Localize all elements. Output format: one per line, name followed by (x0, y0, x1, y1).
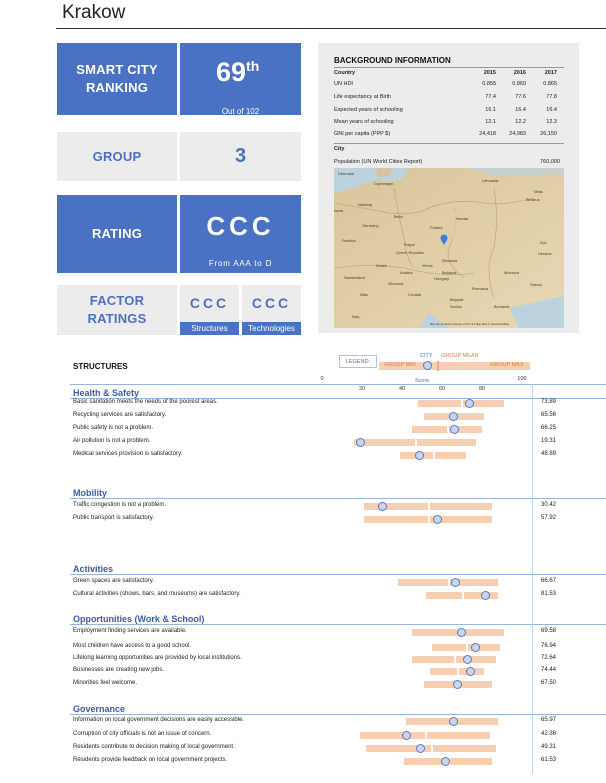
group-mean-marker (461, 400, 463, 407)
city-score-dot (451, 578, 460, 587)
city-label: City (334, 146, 345, 152)
section-title: Opportunities (Work & School) (73, 614, 205, 624)
city-score-dot (450, 425, 459, 434)
item-score-value: 61.53 (541, 757, 557, 763)
rating-value: CCC (206, 211, 275, 241)
item-score-value: 69.58 (541, 628, 557, 634)
legend-group-min: GROUP MIN (384, 362, 416, 368)
bg-row-label: Mean years of schooling (334, 119, 394, 125)
city-score-dot (457, 628, 466, 637)
bg-row-value: 26,150 (540, 131, 557, 137)
ranking-value-box (180, 43, 301, 115)
item-score-value: 48.89 (541, 451, 557, 457)
section-divider (70, 624, 606, 625)
rating-label: RATING (91, 226, 143, 241)
bg-divider-city (334, 143, 564, 144)
svg-text:Prague: Prague (404, 243, 415, 247)
population-value: 760,000 (540, 159, 560, 165)
item-text: Air pollution is not a problem. (73, 438, 151, 444)
bg-row-label: Expected years of schooling (334, 107, 403, 113)
axis-tick-label: 20 (358, 386, 366, 392)
section-divider (70, 574, 606, 575)
axis-rule (70, 384, 606, 385)
item-text: Lifelong learning opportunities are provided by local institutions. (73, 655, 242, 661)
country-label: Country (334, 70, 356, 76)
item-text: Traffic congestion is not a problem. (73, 502, 167, 508)
ranking-label-line2: RANKING (85, 80, 149, 95)
region-map (334, 168, 564, 328)
axis-tick-label: 60 (438, 386, 446, 392)
group-mean-marker (447, 426, 449, 433)
svg-text:Denmark: Denmark (338, 171, 355, 176)
item-score-value: 49.31 (541, 744, 557, 750)
technologies-rating-box (242, 285, 301, 335)
item-text: Green spaces are satisfactory. (73, 578, 154, 584)
legend-label: LEGEND: (339, 355, 377, 368)
bg-row-value: 0.865 (543, 81, 557, 87)
item-score-value: 65.97 (541, 717, 557, 723)
technologies-tag: Technologies (242, 322, 301, 335)
svg-text:Lithuania: Lithuania (482, 178, 499, 183)
svg-text:Warsaw: Warsaw (456, 217, 469, 221)
item-score-value: 74.44 (541, 667, 557, 673)
rating-range: From AAA to D (208, 259, 273, 268)
svg-text:Slovenia: Slovenia (388, 281, 404, 286)
map-graphic (334, 168, 564, 328)
svg-text:Belarus: Belarus (526, 197, 540, 202)
title-divider (56, 28, 606, 29)
item-score-value: 66.25 (541, 425, 557, 431)
group-label: GROUP (92, 148, 142, 164)
item-text: Public transport is satisfactory. (73, 515, 154, 521)
bg-row-value: 77.8 (546, 94, 557, 100)
svg-text:Italy: Italy (352, 314, 360, 319)
group-mean-marker (425, 732, 427, 739)
svg-text:Slovakia: Slovakia (442, 258, 458, 263)
city-score-dot (441, 757, 450, 766)
item-score-value: 67.50 (541, 680, 557, 686)
svg-text:Austria: Austria (400, 270, 413, 275)
city-score-dot (453, 680, 462, 689)
item-score-value: 66.67 (541, 578, 557, 584)
item-text: Corruption of city officials is not an issue of concern. (73, 731, 212, 737)
item-text: Residents contribute to decision making of local government. (73, 744, 235, 750)
svg-text:Budapest: Budapest (442, 271, 457, 275)
svg-text:Hamburg: Hamburg (358, 203, 372, 207)
section-title: Health & Safety (73, 388, 140, 398)
svg-text:Belgrade: Belgrade (450, 298, 464, 302)
group-mean-marker (431, 745, 433, 752)
svg-text:Germany: Germany (362, 223, 379, 228)
item-score-value: 57.92 (541, 515, 557, 521)
axis-tick-label: 80 (478, 386, 486, 392)
item-text: Basic sanitation meets the needs of the poorest areas. (73, 399, 218, 405)
section-title: Governance (73, 704, 126, 714)
svg-text:Hungary: Hungary (434, 276, 450, 281)
structures-rating-box (180, 285, 239, 335)
structures-heading: STRUCTURES (73, 362, 128, 371)
svg-text:Switzerland: Switzerland (344, 275, 365, 280)
bg-row-label: Life expectancy at Birth (334, 94, 392, 100)
structures-rating-value: CCC (189, 295, 230, 311)
item-score-value: 65.56 (541, 412, 557, 418)
svg-text:Copenhagen: Copenhagen (374, 182, 394, 186)
item-text: Businesses are creating new jobs. (73, 667, 165, 673)
city-score-dot (449, 412, 458, 421)
svg-text:Munich: Munich (376, 264, 387, 268)
factor-label-line2: RATINGS (87, 311, 147, 326)
item-text: Information on local government decisions are easily accessible. (73, 717, 245, 723)
svg-text:Berlin: Berlin (394, 215, 403, 219)
legend-group-mean: GROUP MEAN (441, 353, 479, 359)
bg-row-value: 24,418 (479, 131, 496, 137)
bg-row-value: 0.855 (482, 81, 496, 87)
svg-text:Czech Republic: Czech Republic (396, 250, 425, 255)
bg-row-label: UN HDI (334, 81, 353, 87)
item-score-value: 42.36 (541, 731, 557, 737)
item-text: Cultural activities (shows, bars, and museums) are satisfactory. (73, 591, 241, 597)
svg-text:Vienna: Vienna (422, 264, 433, 268)
section-title: Mobility (73, 488, 107, 498)
group-label-box (57, 132, 177, 181)
item-text: Residents provide feedback on local government projects. (73, 757, 228, 763)
rating-value-box (180, 195, 301, 273)
item-text: Public safety is not a problem. (73, 425, 154, 431)
factor-label-line1: FACTOR (89, 293, 145, 308)
item-text: Medical services provision is satisfactory. (73, 451, 183, 457)
background-title: BACKGROUND INFORMATION (334, 56, 451, 65)
bg-divider (334, 67, 564, 68)
year-2015: 2015 (483, 70, 496, 76)
svg-text:Serbia: Serbia (450, 304, 462, 309)
bg-row-value: 77.6 (515, 94, 526, 100)
svg-text:Frankfurt: Frankfurt (342, 239, 356, 243)
bg-row-value: 77.4 (485, 94, 496, 100)
group-mean-marker (415, 439, 417, 446)
group-mean-marker (457, 668, 459, 675)
item-score-value: 19.31 (541, 438, 557, 444)
bg-row-label: GNI per capita (PPP $) (334, 131, 391, 137)
item-score-value: 72.64 (541, 655, 557, 661)
axis-tick-label: 40 (398, 386, 406, 392)
group-mean-marker (448, 579, 450, 586)
ranking-label-line1: SMART CITY (76, 62, 158, 77)
group-mean-marker (466, 644, 468, 651)
bg-row-value: 12.3 (546, 119, 557, 125)
svg-text:Ukraine: Ukraine (538, 251, 552, 256)
group-mean-marker (428, 516, 430, 523)
axis-tick-label: 0 (320, 376, 324, 382)
legend-city: CITY (420, 353, 433, 359)
group-mean-marker (428, 503, 430, 510)
svg-text:Moldova: Moldova (504, 270, 520, 275)
item-score-value: 30.42 (541, 502, 557, 508)
rating-label-box (57, 195, 177, 273)
item-text: Recycling services are satisfactory. (73, 412, 167, 418)
legend-group-max: GROUP MAX (490, 362, 524, 368)
group-mean-marker (454, 656, 456, 663)
svg-text:rlands: rlands (334, 209, 344, 213)
svg-text:Odessa: Odessa (530, 283, 542, 287)
legend-mean-marker (437, 361, 439, 371)
svg-text:Map tiles by Stamen Design CC: Map tiles by Stamen Design CC BY 3.0 Map Data © OpenStreetMap (430, 323, 509, 326)
year-2016: 2016 (513, 70, 526, 76)
section-divider (70, 714, 606, 715)
bg-row-value: 16.4 (546, 107, 557, 113)
population-label: Population (UN World Cities Report) (334, 159, 423, 165)
year-2017: 2017 (544, 70, 557, 76)
item-score-value: 81.53 (541, 591, 557, 597)
group-mean-marker (433, 452, 435, 459)
city-score-dot (463, 655, 472, 664)
svg-text:Romania: Romania (472, 286, 489, 291)
item-text: Most children have access to a good school. (73, 643, 192, 649)
bg-row-value: 24,983 (509, 131, 526, 137)
axis-title: Score (415, 378, 430, 384)
svg-text:Kyiv: Kyiv (540, 241, 547, 245)
item-text: Minorities feel welcome. (73, 680, 138, 686)
group-value: 3 (234, 145, 247, 167)
svg-text:Bucharest: Bucharest (494, 305, 510, 309)
item-text: Employment finding services are available. (73, 628, 187, 634)
group-value-box (180, 132, 301, 181)
ranking-label-box (57, 43, 177, 115)
bg-row-value: 0.860 (512, 81, 526, 87)
section-divider (70, 498, 606, 499)
svg-text:Croatia: Croatia (408, 292, 421, 297)
section-title: Activities (73, 564, 114, 574)
svg-text:Poland: Poland (430, 225, 443, 230)
city-score-dot (481, 591, 490, 600)
factor-label-box (57, 285, 177, 335)
bg-row-value: 16.1 (485, 107, 496, 113)
bg-row-value: 16.4 (515, 107, 526, 113)
svg-text:Minsk: Minsk (534, 190, 543, 194)
ranking-out-of: Out of 102 (221, 107, 260, 116)
legend-city-dot (423, 361, 432, 370)
page-title: Krakow (62, 2, 126, 23)
bg-row-value: 12.1 (485, 119, 496, 125)
bg-row-value: 12.2 (515, 119, 526, 125)
item-score-value: 73.89 (541, 399, 557, 405)
ranking-value: 69th (216, 57, 260, 87)
group-mean-marker (462, 592, 464, 599)
item-score-value: 76.94 (541, 643, 557, 649)
technologies-rating-value: CCC (251, 295, 292, 311)
svg-text:Milan: Milan (360, 293, 369, 297)
axis-tick-label: 100 (517, 376, 527, 382)
structures-tag: Structures (180, 322, 239, 335)
score-column-rule (532, 384, 533, 774)
